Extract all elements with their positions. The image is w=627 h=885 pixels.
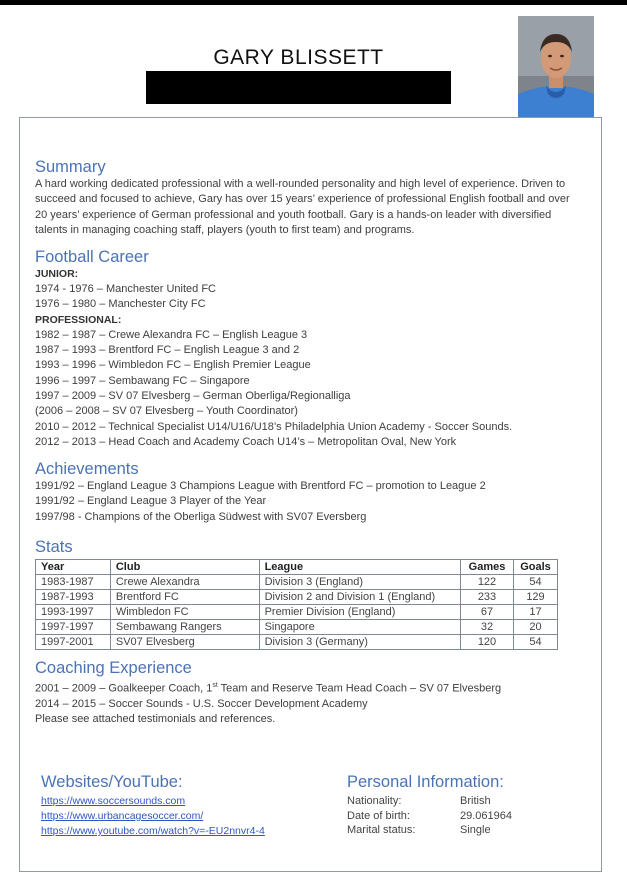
info-label: Nationality: [347, 795, 402, 807]
link-soccersounds[interactable]: https://www.soccersounds.com [41, 795, 186, 807]
table-row [36, 635, 558, 650]
cell-league: Division 2 and Division 1 (England) [259, 590, 460, 605]
col-header-goals: Goals [513, 560, 557, 575]
col-header-year: Year [36, 560, 111, 575]
stats-section [35, 537, 580, 650]
football-career-section [35, 247, 580, 450]
cell-club: SV07 Elvesberg [110, 635, 259, 650]
career-entry: (2006 – 2008 – SV 07 Elvesberg – Youth Coordinator) [35, 405, 298, 418]
career-entry: 1996 – 1997 – Sembawang FC – Singapore [35, 374, 250, 387]
ordinal-suffix: st [212, 682, 218, 690]
cell-club: Brentford FC [110, 590, 259, 605]
achievement-item: 1991/92 – England League 3 Player of the Year [35, 495, 267, 508]
career-entry: 1976 – 1980 – Manchester City FC [35, 298, 206, 311]
professional-label: PROFESSIONAL: [35, 313, 122, 326]
coaching-entry: 2014 – 2015 – Soccer Sounds - U.S. Soccer Development Academy [35, 698, 368, 710]
junior-label: JUNIOR: [35, 268, 79, 281]
link-urbancagesoccer[interactable]: https://www.urbancagesoccer.com/ [41, 810, 204, 822]
info-row-nationality [347, 794, 567, 809]
achievement-item: 1991/92 – England League 3 Champions League with Brentford FC – promotion to League 2 [35, 480, 486, 493]
coaching-experience-heading: Coaching Experience [35, 659, 192, 678]
career-entry: 2012 – 2013 – Head Coach and Academy Coach U14’s – Metropolitan Oval, New York [35, 435, 457, 448]
info-value: Single [460, 824, 491, 836]
info-row-date-of-birth [347, 809, 567, 824]
achievement-item: 1997/98 - Champions of the Oberliga Südwest with SV07 Eversberg [35, 510, 367, 523]
coaching-entry [35, 678, 580, 697]
cell-year: 1983-1987 [36, 575, 111, 590]
achievements-heading: Achievements [35, 460, 139, 479]
col-header-league: League [259, 560, 460, 575]
info-label: Date of birth: [347, 809, 410, 822]
coaching-experience-section [35, 658, 580, 728]
cell-year: 1997-2001 [36, 635, 111, 650]
cell-league: Division 3 (Germany) [259, 635, 460, 650]
table-row [36, 575, 558, 590]
stats-header-row [36, 560, 558, 575]
cell-year: 1993-1997 [36, 605, 111, 620]
link-youtube[interactable]: https://www.youtube.com/watch?v=-EU2nnvr4-4 [41, 825, 265, 837]
career-entry: 1993 – 1996 – Wimbledon FC – English Premier League [35, 359, 311, 372]
top-rule [0, 0, 627, 5]
career-entry: 2010 – 2012 – Technical Specialist U14/U16/U18’s Philadelphia Union Academy - Soccer Sounds. [35, 420, 513, 433]
summary-text: A hard working dedicated professional with a well-rounded personality and high level of experience. Driven to succeed and focused to achieve, Gary has over 15 years’ experience of professional English football and over 20 years’ experience of German professional and youth football. Gary is a hands-on leader with diversified talents in managing coaching staff, players (youth to first team) and programs. [35, 178, 570, 236]
col-header-games: Games [461, 560, 514, 575]
info-label: Marital status: [347, 824, 416, 836]
cell-games: 120 [461, 635, 514, 650]
cell-games: 67 [461, 605, 514, 620]
cell-goals: 129 [513, 590, 557, 605]
coaching-entry-text: 2001 – 2009 – Goalkeeper Coach, 1 [35, 682, 213, 695]
info-value: 29.061964 [460, 809, 512, 822]
resume-body [35, 155, 580, 728]
profile-photo-image [518, 16, 594, 117]
cell-goals: 20 [513, 620, 557, 635]
cell-league: Singapore [259, 620, 460, 635]
stats-table [35, 559, 558, 650]
col-header-club: Club [110, 560, 259, 575]
references-note: Please see attached testimonials and references. [35, 713, 276, 726]
cell-club: Crewe Alexandra [110, 575, 259, 590]
summary-section [35, 157, 580, 238]
achievements-section [35, 459, 580, 525]
stats-heading: Stats [35, 538, 73, 557]
cell-club: Sembawang Rangers [110, 620, 259, 635]
career-entry: 1974 - 1976 – Manchester United FC [35, 283, 216, 296]
cell-goals: 17 [513, 605, 557, 620]
cell-games: 233 [461, 590, 514, 605]
cell-year: 1997-1997 [36, 620, 111, 635]
table-row [36, 605, 558, 620]
redacted-contact-block [146, 71, 451, 104]
football-career-heading: Football Career [35, 248, 149, 267]
cell-goals: 54 [513, 575, 557, 590]
info-row-marital-status [347, 823, 567, 838]
info-value: British [460, 795, 491, 807]
cell-league: Premier Division (England) [259, 605, 460, 620]
career-entry: 1982 – 1987 – Crewe Alexandra FC – English League 3 [35, 328, 308, 341]
cell-games: 32 [461, 620, 514, 635]
cell-league: Division 3 (England) [259, 575, 460, 590]
table-row [36, 590, 558, 605]
candidate-name: GARY BLISSETT [213, 46, 384, 69]
coaching-entry-text: Team and Reserve Team Head Coach – SV 07 Elvesberg [217, 682, 502, 695]
websites-heading: Websites/YouTube: [41, 773, 183, 791]
summary-heading: Summary [35, 158, 106, 176]
personal-info-section [347, 772, 567, 838]
cell-games: 122 [461, 575, 514, 590]
career-entry: 1997 – 2009 – SV 07 Elvesberg – German Oberliga/Regionalliga [35, 389, 351, 402]
table-row [36, 620, 558, 635]
cell-goals: 54 [513, 635, 557, 650]
cell-year: 1987-1993 [36, 590, 111, 605]
personal-info-heading: Personal Information: [347, 773, 504, 791]
websites-section [41, 772, 331, 839]
career-entry: 1987 – 1993 – Brentford FC – English League 3 and 2 [35, 344, 300, 357]
cell-club: Wimbledon FC [110, 605, 259, 620]
profile-photo [518, 16, 594, 117]
